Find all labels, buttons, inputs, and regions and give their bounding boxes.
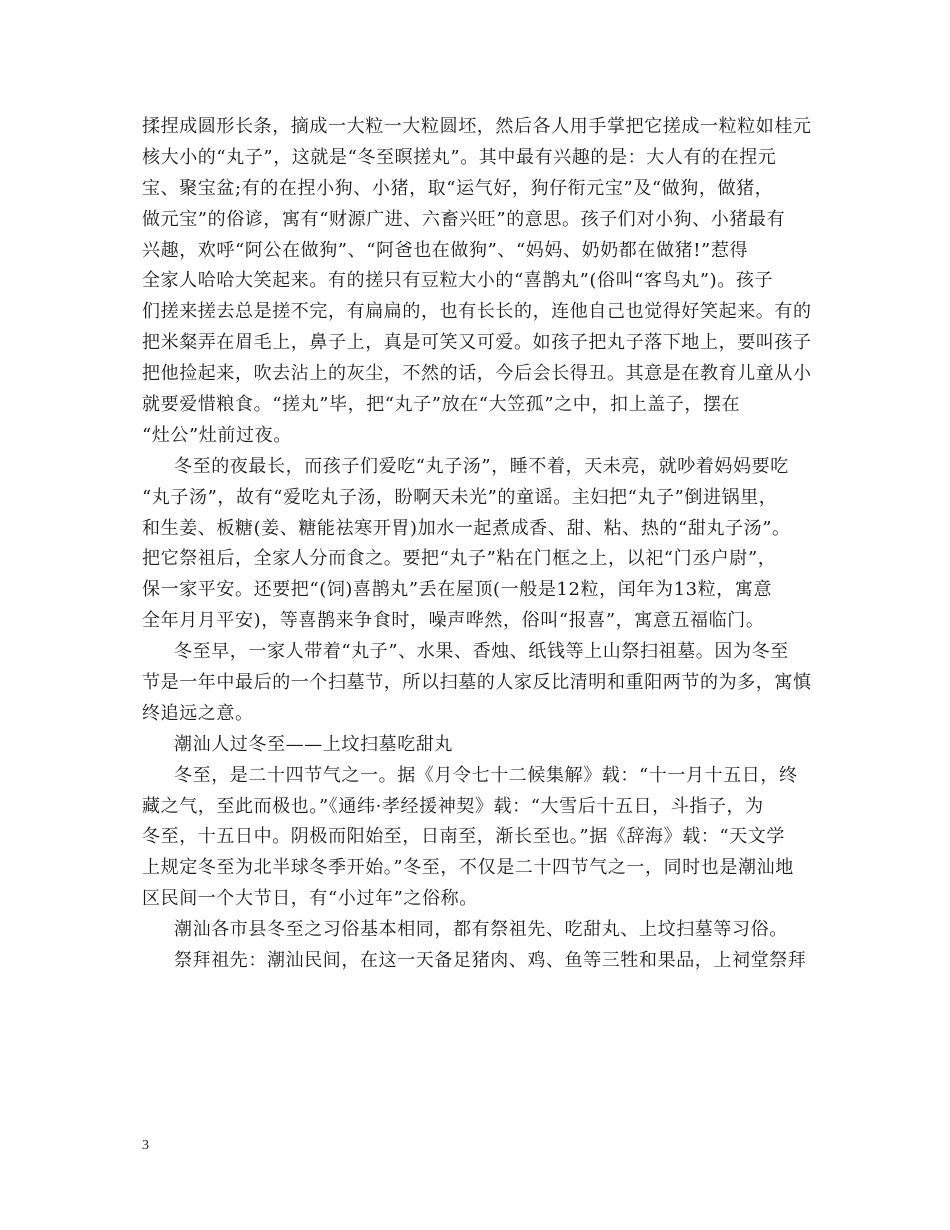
text-line: 们搓来搓去总是搓不完，有扁扁的，也有长长的，连他自己也觉得好笑起来。有的 — [142, 301, 812, 323]
text-line: 终追远之意。 — [142, 702, 254, 724]
document-body — [142, 112, 822, 977]
text-line: 就要爱惜粮食。“搓丸”毕，把“丸子”放在“大笠孤”之中，扣上盖子，摆在 — [142, 394, 741, 416]
text-line: “丸子汤”，故有“爱吃丸子汤，盼啊天未光”的童谣。主妇把“丸子”倒进锅里， — [142, 486, 778, 508]
text-line: 节是一年中最后的一个扫墓节，所以扫墓的人家反比清明和重阳两节的为多，寓慎 — [142, 672, 812, 694]
text-line: 祭拜祖先：潮汕民间，在这一天备足猪肉、鸡、鱼等三牲和果品，上祠堂祭拜 — [174, 950, 807, 972]
text-line: 保一家平安。还要把“(饲)喜鹊丸”丢在屋顶(一般是12粒，闰年为13粒，寓意 — [142, 579, 773, 601]
text-line: 把米粲弄在眉毛上，鼻子上，真是可笑又可爱。如孩子把丸子落下地上，要叫孩子 — [142, 332, 812, 354]
text-line: 冬至，十五日中。阴极而阳始至，日南至，渐长至也。”据《辞海》载：“天文学 — [142, 826, 786, 848]
text-line: 把它祭祖后，全家人分而食之。要把“丸子”粘在门框之上，以祀“门丞户尉”， — [142, 548, 777, 570]
text-line: 冬至早，一家人带着“丸子”、水果、香烛、纸钱等上山祭扫祖墓。因为冬至 — [174, 641, 789, 663]
text-line: 核大小的“丸子”，这就是“冬至暝搓丸”。其中最有兴趣的是：大人有的在捏元 — [142, 146, 777, 168]
section-heading: 潮汕人过冬至——上坟扫墓吃甜丸 — [174, 733, 453, 755]
text-line: 做元宝”的俗谚，寓有“财源广进、六畜兴旺”的意思。孩子们对小狗、小猪最有 — [142, 208, 786, 230]
text-line: 和生姜、板糖(姜、糖能祛寒开胃)加水一起煮成香、甜、粘、热的“甜丸子汤”。 — [142, 517, 791, 539]
text-line: 兴趣，欢呼“阿公在做狗”、“阿爸也在做狗”、“妈妈、奶奶都在做猪!”惹得 — [142, 239, 749, 261]
page-number: 3 — [142, 1138, 149, 1153]
text-line: 揉捏成圆形长条，摘成一大粒一大粒圆坯，然后各人用手掌把它搓成一粒粒如桂元 — [142, 116, 812, 137]
text-line: 宝、聚宝盆;有的在捏小狗、小猪，取“运气好，狗仔衔元宝”及“做狗，做猪， — [142, 177, 774, 199]
text-line: 上规定冬至为北半球冬季开始。”冬至，不仅是二十四节气之一，同时也是潮汕地 — [142, 857, 794, 879]
text-line: 藏之气，至此而极也。”《通纬·孝经援神契》载：“大雪后十五日，斗指子，为 — [142, 795, 764, 817]
text-line: 冬至的夜最长，而孩子们爱吃“丸子汤”，睡不着，天未亮，就吵着妈妈要吃 — [174, 455, 789, 477]
text-line: 潮汕各市县冬至之习俗基本相同，都有祭祖先、吃甜丸、上坟扫墓等习俗。 — [174, 919, 788, 941]
text-line: 把他捡起来，吹去沾上的灰尘，不然的话，今后会长得丑。其意是在教育儿童从小 — [142, 363, 812, 385]
text-line: 区民间一个大节日，有“小过年”之俗称。 — [142, 888, 478, 910]
text-line: 全年月月平安)，等喜鹊来争食时，噪声哗然，俗叫“报喜”，寓意五福临门。 — [142, 610, 765, 632]
text-line: 全家人哈哈大笑起来。有的搓只有豆粒大小的“喜鹊丸”(俗叫“客鸟丸”)。孩子 — [142, 270, 774, 292]
text-line: “灶公”灶前过夜。 — [142, 424, 292, 446]
text-line: 冬至，是二十四节气之一。据《月令七十二候集解》载：“十一月十五日，终 — [174, 764, 798, 786]
